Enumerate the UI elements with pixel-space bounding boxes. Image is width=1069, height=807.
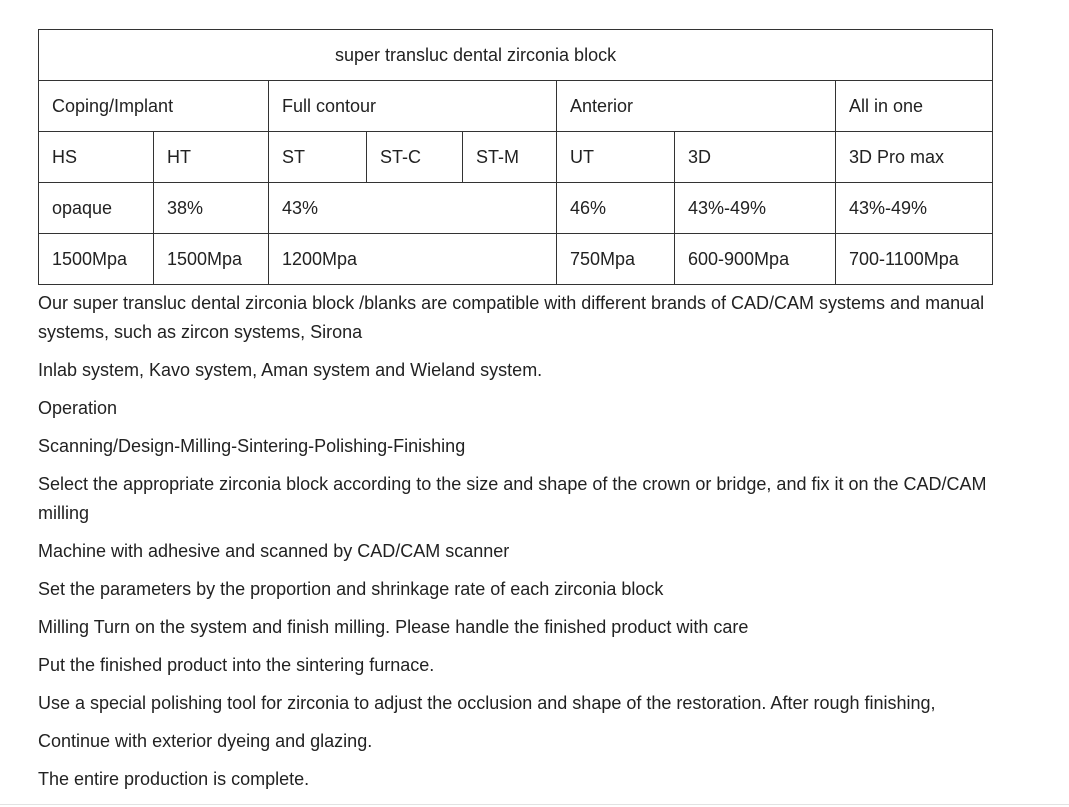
translucency-cell: opaque <box>39 183 154 234</box>
paragraph-parameters: Set the parameters by the proportion and shrinkage rate of each zirconia block <box>38 579 664 599</box>
paragraph-scanner: Machine with adhesive and scanned by CAD/CAM scanner <box>38 541 510 561</box>
type-cell: 3D Pro max <box>836 132 993 183</box>
translucency-cell: 38% <box>154 183 269 234</box>
group-row <box>39 81 993 132</box>
strength-row <box>39 234 993 285</box>
paragraph-compatibility: Our super transluc dental zirconia block /blanks are compatible with different brands of CAD/CAM systems and manual systems, such as zircon systems, Sirona <box>38 293 985 342</box>
group-cell-anterior: Anterior <box>557 81 836 132</box>
paragraph-systems: Inlab system, Kavo system, Aman system and Wieland system. <box>38 360 543 380</box>
translucency-cell: 46% <box>557 183 675 234</box>
group-cell-all-in-one: All in one <box>836 81 993 132</box>
type-cell: UT <box>557 132 675 183</box>
type-row <box>39 132 993 183</box>
translucency-cell: 43%-49% <box>836 183 993 234</box>
paragraph-select-block: Select the appropriate zirconia block according to the size and shape of the crown or bridge, and fix it on the CAD/CAM milling <box>38 474 987 523</box>
table-title-row <box>39 30 993 81</box>
paragraph-operation-heading: Operation <box>38 398 118 418</box>
group-cell-coping-implant: Coping/Implant <box>39 81 269 132</box>
zirconia-spec-table <box>38 29 993 285</box>
table-title: super transluc dental zirconia block <box>39 30 993 81</box>
strength-cell: 1500Mpa <box>154 234 269 285</box>
paragraph-glazing: Continue with exterior dyeing and glazing. <box>38 731 373 751</box>
paragraph-polishing: Use a special polishing tool for zirconia to adjust the occlusion and shape of the restoration. After rough finishing, <box>38 693 936 713</box>
strength-cell: 1500Mpa <box>39 234 154 285</box>
strength-cell: 600-900Mpa <box>675 234 836 285</box>
paragraph-sintering: Put the finished product into the sintering furnace. <box>38 655 435 675</box>
paragraph-complete: The entire production is complete. <box>38 769 310 789</box>
strength-cell: 1200Mpa <box>269 234 557 285</box>
translucency-row <box>39 183 993 234</box>
strength-cell: 700-1100Mpa <box>836 234 993 285</box>
type-cell: ST-C <box>367 132 463 183</box>
type-cell: HS <box>39 132 154 183</box>
paragraph-milling: Milling Turn on the system and finish milling. Please handle the finished product with care <box>38 617 749 637</box>
type-cell: ST <box>269 132 367 183</box>
translucency-cell: 43% <box>269 183 557 234</box>
paragraph-process-steps: Scanning/Design-Milling-Sintering-Polishing-Finishing <box>38 436 466 456</box>
type-cell: 3D <box>675 132 836 183</box>
translucency-cell: 43%-49% <box>675 183 836 234</box>
type-cell: ST-M <box>463 132 557 183</box>
strength-cell: 750Mpa <box>557 234 675 285</box>
group-cell-full-contour: Full contour <box>269 81 557 132</box>
type-cell: HT <box>154 132 269 183</box>
bottom-divider <box>0 804 1069 805</box>
description-text <box>38 289 1038 803</box>
